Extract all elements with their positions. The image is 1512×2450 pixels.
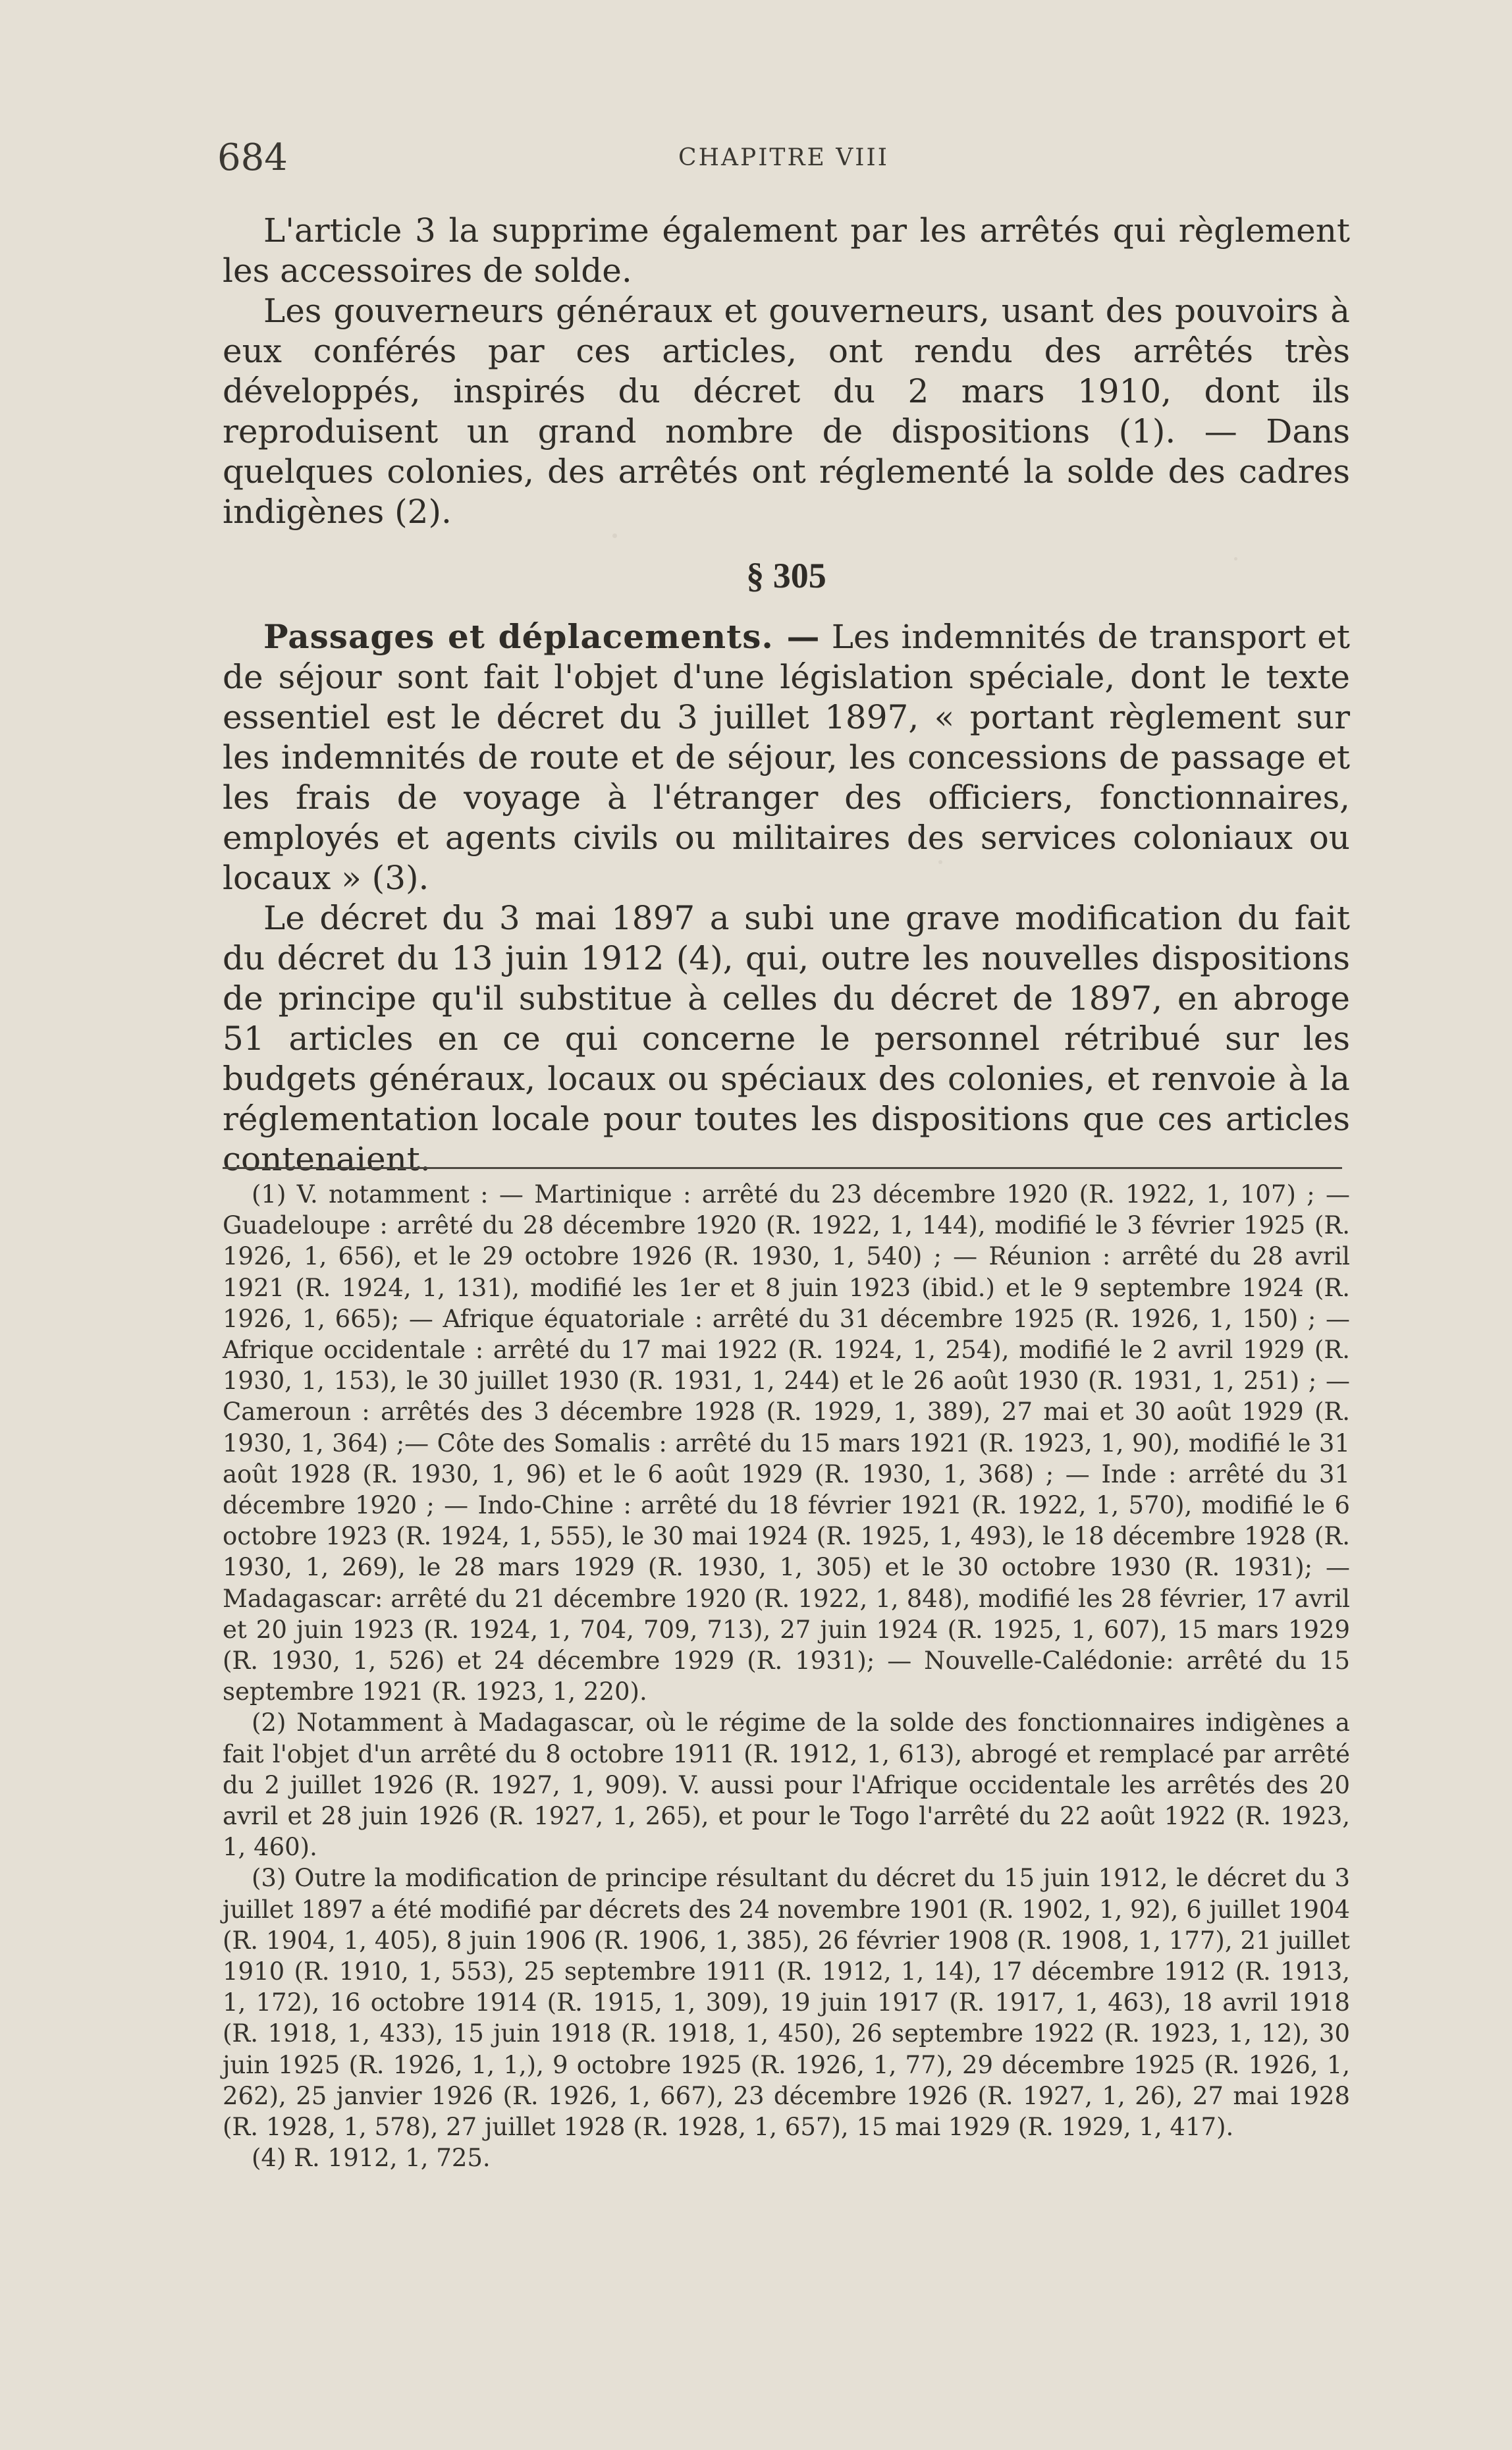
paragraph-gouverneurs: Les gouverneurs généraux et gouverneurs, usant des pouvoirs à eux conférés par ces articles, ont rendu des arrêtés très développés, inspirés du décret du 2 mars 1910, dont ils reproduisent un grand nombre de dispositions (1). — Dans quelques colonies, des arrêtés ont réglementé la solde des cadres indigènes (2). bbox=[223, 292, 1350, 531]
section-paragraph-passages bbox=[223, 616, 1350, 898]
paragraph-article-3: L'article 3 la supprime également par les arrêtés qui règlement les accessoires de solde. bbox=[223, 211, 1350, 290]
footnote-3: (3) Outre la modification de principe résultant du décret du 15 juin 1912, le décret du 3 juillet 1897 a été modifié par décrets des 24 novembre 1901 (R. 1902, 1, 92), 6 juillet 1904 (R. 1904, 1, 405), 8 juin 1906 (R. 1906, 1, 385), 26 février 1908 (R. 1908, 1, 177), 21 juillet 1910 (R. 1910, 1, 553), 25 septembre 1911 (R. 1912, 1, 14), 17 décembre 1912 (R. 1913, 1, 172), 16 octobre 1914 (R. 1915, 1, 309), 19 juin 1917 (R. 1917, 1, 463), 18 avril 1918 (R. 1918, 1, 433), 15 juin 1918 (R. 1918, 1, 450), 26 septembre 1922 (R. 1923, 1, 12), 30 juin 1925 (R. 1926, 1, 1,), 9 octobre 1925 (R. 1926, 1, 77), 29 décembre 1925 (R. 1926, 1, 262), 25 janvier 1926 (R. 1926, 1, 667), 23 décembre 1926 (R. 1927, 1, 26), 27 mai 1928 (R. 1928, 1, 578), 27 juillet 1928 (R. 1928, 1, 657), 15 mai 1929 (R. 1929, 1, 417). bbox=[223, 1864, 1350, 2142]
footnote-1: (1) V. notamment : — Martinique : arrêté du 23 décembre 1920 (R. 1922, 1, 107) ; — Guadeloupe : arrêté du 28 décembre 1920 (R. 1922, 1, 144), modifié le 3 février 1925 (R. 1926, 1, 656), et le 29 octobre 1926 (R. 1930, 1, 540) ; — Réunion : arrêté du 28 avril 1921 (R. 1924, 1, 131), modifié les 1er et 8 juin 1923 (ibid.) et le 9 septembre 1924 (R. 1926, 1, 665); — Afrique équatoriale : arrêté du 31 décembre 1925 (R. 1926, 1, 150) ; — Afrique occidentale : arrêté du 17 mai 1922 (R. 1924, 1, 254), modifié le 2 avril 1929 (R. 1930, 1, 153), le 30 juillet 1930 (R. 1931, 1, 244) et le 26 août 1930 (R. 1931, 1, 251) ; — Cameroun : arrêtés des 3 décembre 1928 (R. 1929, 1, 389), 27 mai et 30 août 1929 (R. 1930, 1, 364) ;— Côte des Somalis : arrêté du 15 mars 1921 (R. 1923, 1, 90), modifié le 31 août 1928 (R. 1930, 1, 96) et le 6 août 1929 (R. 1930, 1, 368) ; — Inde : arrêté du 31 décembre 1920 ; — Indo-Chine : arrêté du 18 février 1921 (R. 1922, 1, 570), modifié le 6 octobre 1923 (R. 1924, 1, 555), le 30 mai 1924 (R. 1925, 1, 493), le 18 décembre 1928 (R. 1930, 1, 269), le 28 mars 1929 (R. 1930, 1, 305) et le 30 octobre 1930 (R. 1931); — Madagascar: arrêté du 21 décembre 1920 (R. 1922, 1, 848), modifié les 28 février, 17 avril et 20 juin 1923 (R. 1924, 1, 704, 709, 713), 27 juin 1924 (R. 1925, 1, 607), 15 mars 1929 (R. 1930, 1, 526) et 24 décembre 1929 (R. 1931); — Nouvelle-Calédonie: arrêté du 15 septembre 1921 (R. 1923, 1, 220). bbox=[223, 1180, 1350, 1706]
section-paragraph-text: Les indemnités de transport et de séjour sont fait l'objet d'une législation spéciale, dont le texte essentiel est le décret du 3 juillet 1897, « portant règlement sur les indemnités de route et de séjour, les concessions de passage et les frais de voyage à l'étranger des officiers, fonctionnaires, employés et agents civils ou militaires des services coloniaux ou locaux » (3). bbox=[223, 618, 1350, 897]
section-heading: Passages et déplacements. — bbox=[263, 617, 821, 656]
chapter-title: CHAPITRE VIII bbox=[678, 144, 889, 171]
footnote-4: (4) R. 1912, 1, 725. bbox=[252, 2144, 491, 2173]
page-number: 684 bbox=[217, 136, 288, 179]
footnote-divider bbox=[223, 1167, 1342, 1169]
page-header bbox=[217, 132, 1350, 184]
footnote-2: (2) Notamment à Madagascar, où le régime de la solde des fonctionnaires indigènes a fait l'objet d'un arrêté du 8 octobre 1911 (R. 1912, 1, 613), abrogé et remplacé par arrêté du 2 juillet 1926 (R. 1927, 1, 909). V. aussi pour l'Afrique occidentale les arrêtés des 20 avril et 28 juin 1926 (R. 1927, 1, 265), et pour le Togo l'arrêté du 22 août 1922 (R. 1923, 1, 460). bbox=[223, 1708, 1350, 1862]
footnotes bbox=[223, 1179, 1350, 2174]
section-number: § 305 bbox=[746, 556, 826, 595]
main-text bbox=[223, 211, 1350, 1180]
section-paragraph-decret: Le décret du 3 mai 1897 a subi une grave modification du fait du décret du 13 juin 1912 (4), qui, outre les nouvelles dispositions de principe qu'il substitue à celles du décret de 1897, en abroge 51 articles en ce qui concerne le personnel rétribué sur les budgets généraux, locaux ou spéciaux des colonies, et renvoie à la réglementation locale pour toutes les dispositions que ces articles contenaient. bbox=[223, 899, 1350, 1178]
